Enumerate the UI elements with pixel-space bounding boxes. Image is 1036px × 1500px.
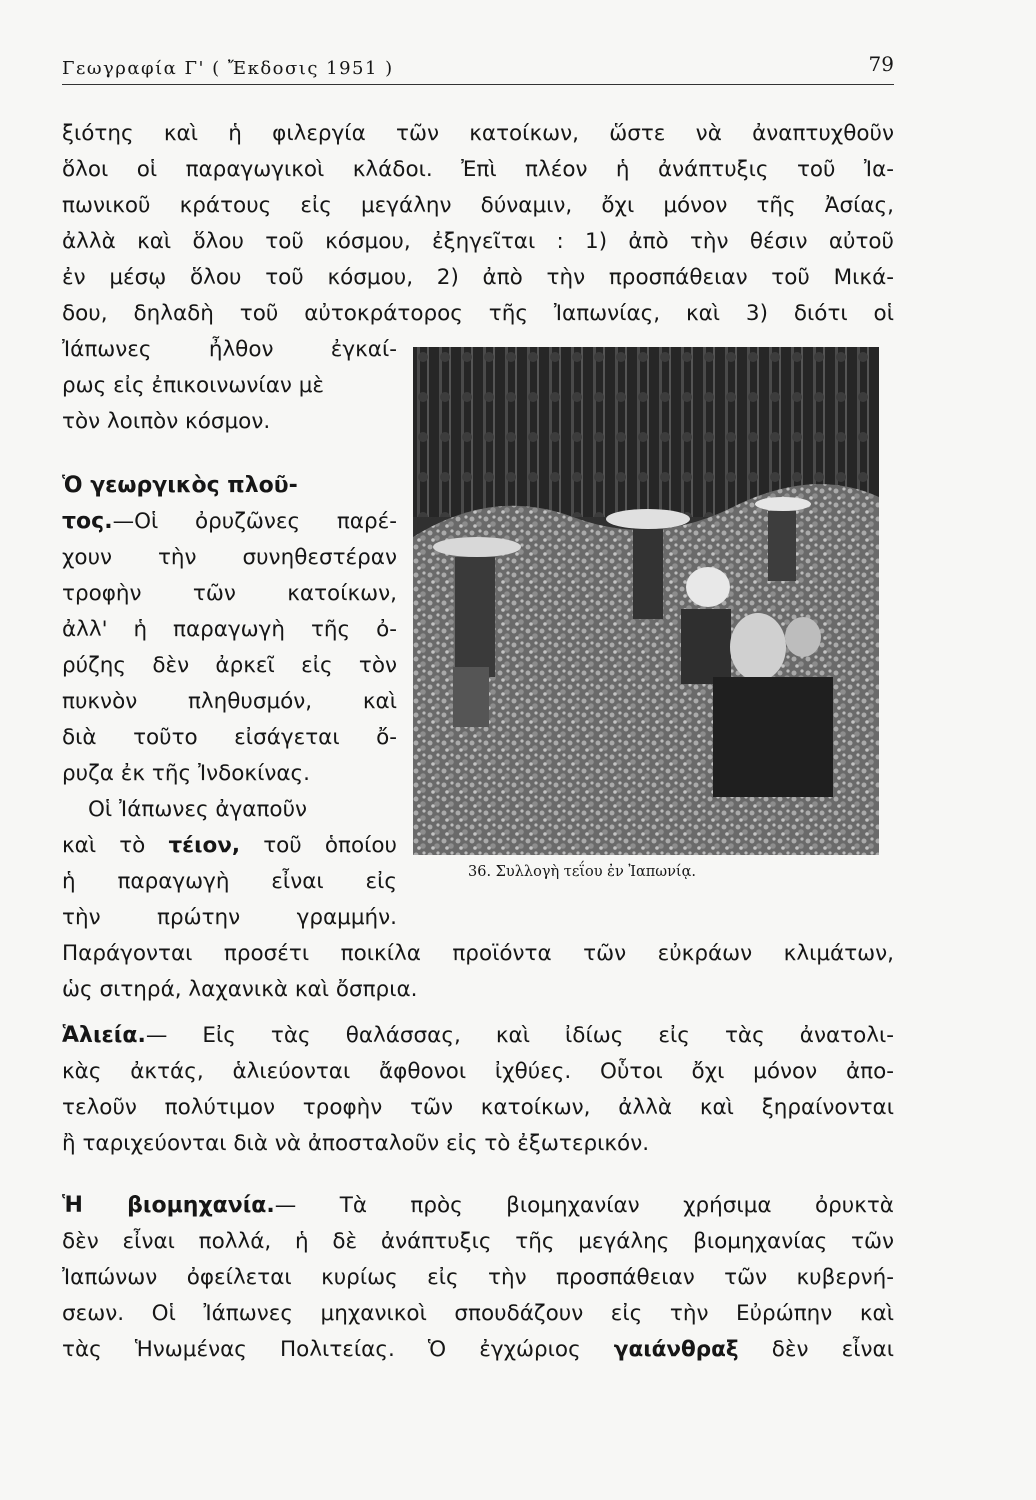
text-line: Παράγονται προσέτι ποικίλα προϊόντα τῶν εὐκράων κλιμάτων, <box>62 941 894 966</box>
text-line: δου, δηλαδὴ τοῦ αὐτοκράτορος τῆς Ἰαπωνίας, καὶ 3) διότι οἱ <box>62 301 894 326</box>
text-line: τροφὴν τῶν κατοίκων, <box>62 581 397 606</box>
section-heading-fishing: Ἁλιεία. <box>62 1023 146 1048</box>
text-line <box>62 1334 894 1366</box>
text-line: Ἰάπωνες ἦλθον ἐγκαί- <box>62 337 397 362</box>
text-line <box>62 1190 894 1222</box>
text-line: ὅλοι οἱ παραγωγικοὶ κλάδοι. Ἐπὶ πλέον ἡ ἀνάπτυξις τοῦ Ἰα- <box>62 157 894 182</box>
text-line: ἀλλὰ καὶ ὅλου τοῦ κόσμου, ἐξηγεῖται : 1) ἀπὸ τὴν θέσιν αὐτοῦ <box>62 229 894 254</box>
text-line: ἀλλ' ἡ παραγωγὴ τῆς ὀ- <box>62 617 397 642</box>
text-line <box>62 830 397 862</box>
text-line: Οἱ Ἰάπωνες ἀγαποῦν <box>88 797 308 822</box>
text-line: πυκνὸν πληθυσμόν, καὶ <box>62 689 397 714</box>
text-line: τὴν πρώτην γραμμήν. <box>62 905 397 930</box>
text-span: δὲν εἶναι <box>771 1337 894 1362</box>
text-span: — Τὰ πρὸς βιομηχανίαν χρήσιμα ὀρυκτὰ <box>274 1193 894 1218</box>
heading-text: Ὁ γεωργικὸς πλοῦ- <box>62 473 298 498</box>
bold-term-tea: τέιον, <box>168 833 241 858</box>
text-line: ξιότης καὶ ἡ φιλεργία τῶν κατοίκων, ὥστε νὰ ἀναπτυχθοῦν <box>62 121 894 146</box>
section-heading-agriculture <box>62 470 397 502</box>
text-line: ἐν μέσῳ ὅλου τοῦ κόσμου, 2) ἀπὸ τὴν προσπάθειαν τοῦ Μικά- <box>62 265 894 290</box>
tea-harvest-photo <box>413 347 879 855</box>
text-span: τοῦ ὁποίου <box>263 833 397 858</box>
text-line: δὲν εἶναι πολλά, ἡ δὲ ἀνάπτυξις τῆς μεγάλης βιομηχανίας τῶν <box>62 1229 894 1254</box>
header-title: Γεωγραφία Γ' ( Ἔκδοσις 1951 ) <box>62 58 394 79</box>
photo-illustration <box>413 347 879 855</box>
text-line: χουν τὴν συνηθεστέραν <box>62 545 397 570</box>
text-line: πωνικοῦ κράτους εἰς μεγάλην δύναμιν, ὄχι μόνον τῆς Ἀσίας, <box>62 193 894 218</box>
text-span: —Οἱ ὀρυζῶνες παρέ- <box>112 509 397 534</box>
text-line: σεων. Οἱ Ἰάπωνες μηχανικοὶ σπουδάζουν εἰς τὴν Εὐρώπην καὶ <box>62 1301 894 1326</box>
bold-term-coal: γαιάνθραξ <box>613 1337 739 1362</box>
text-line: ὡς σιτηρά, λαχανικὰ καὶ ὄσπρια. <box>62 977 418 1002</box>
heading-text: τος. <box>62 509 113 534</box>
text-span: τὰς Ἡνωμένας Πολιτείας. Ὁ ἐγχώριος <box>62 1337 581 1362</box>
text-line: ρως εἰς ἐπικοινωνίαν μὲ <box>62 373 325 398</box>
section-heading-industry: Ἡ βιομηχανία. <box>62 1193 275 1218</box>
text-line: κὰς ἀκτάς, ἁλιεύονται ἄφθονοι ἰχθύες. Οὗτοι ὄχι μόνον ἀπο- <box>62 1059 894 1084</box>
running-header <box>62 52 894 85</box>
text-line: ρύζης δὲν ἀρκεῖ εἰς τὸν <box>62 653 397 678</box>
figure-caption: 36. Συλλογὴ τεΐου ἐν Ἰαπωνίᾳ. <box>468 864 696 880</box>
text-line <box>62 506 397 538</box>
text-line: ἢ ταριχεύονται διὰ νὰ ἀποσταλοῦν εἰς τὸ ἐξωτερικόν. <box>62 1131 650 1156</box>
text-span: καὶ τὸ <box>62 833 146 858</box>
text-line: τελοῦν πολύτιμον τροφὴν τῶν κατοίκων, ἀλλὰ καὶ ξηραίνονται <box>62 1095 894 1120</box>
text-line: τὸν λοιπὸν κόσμον. <box>62 409 271 434</box>
text-line: ρυζα ἐκ τῆς Ἰνδοκίνας. <box>62 761 311 786</box>
text-line: Ἰαπώνων ὀφείλεται κυρίως εἰς τὴν προσπάθειαν τῶν κυβερνή- <box>62 1265 894 1290</box>
text-line <box>62 1020 894 1052</box>
page-number: 79 <box>868 52 894 76</box>
text-span: — Εἰς τὰς θαλάσσας, καὶ ἰδίως εἰς τὰς ἀνατολι- <box>145 1023 894 1048</box>
text-line: διὰ τοῦτο εἰσάγεται ὄ- <box>62 725 397 750</box>
text-line: ἡ παραγωγὴ εἶναι εἰς <box>62 869 397 894</box>
